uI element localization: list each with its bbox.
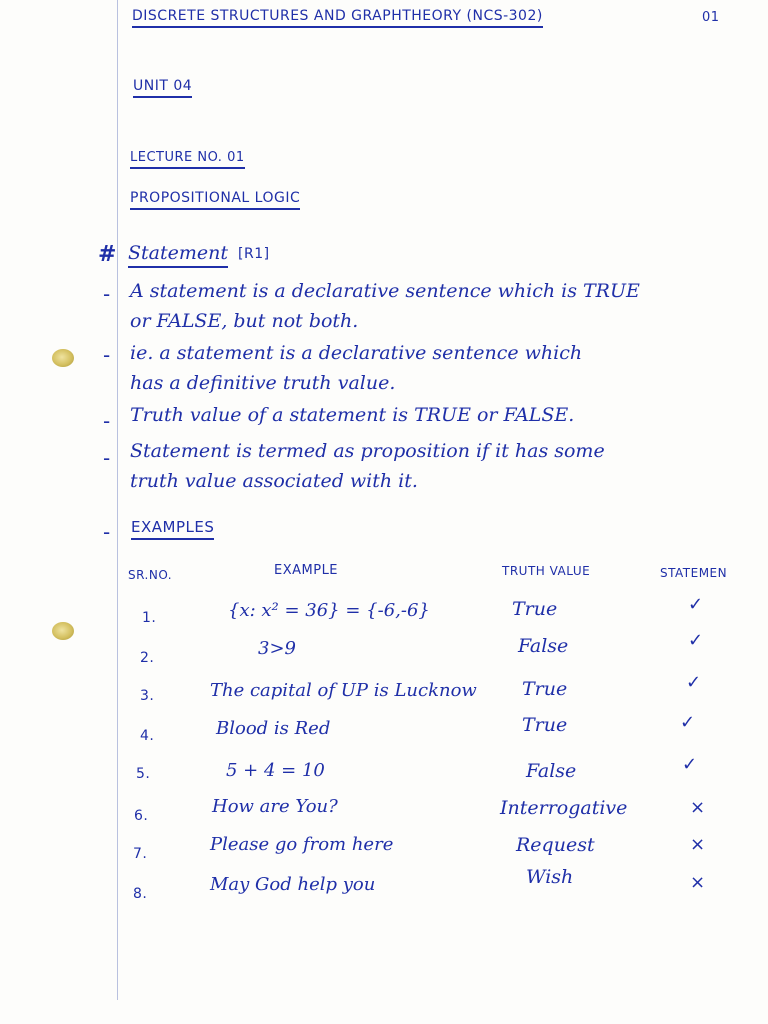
bullet-dash: - xyxy=(103,520,111,544)
col-header-example: EXAMPLE xyxy=(274,563,339,578)
point-1-line-1: A statement is a declarative sentence which is TRUE xyxy=(130,280,640,302)
row-4-sr: 4. xyxy=(140,728,155,744)
bullet-dash: - xyxy=(103,409,111,433)
bullet-dash: - xyxy=(103,343,111,367)
row-2-check-icon: ✓ xyxy=(688,630,704,651)
row-2-sr: 2. xyxy=(140,650,155,666)
bullet-dash: - xyxy=(103,446,111,470)
point-1-line-2: or FALSE, but not both. xyxy=(130,310,359,332)
row-5-check-icon: ✓ xyxy=(682,754,698,775)
row-2-truth: False xyxy=(518,635,569,657)
point-2-line-2: has a definitive truth value. xyxy=(130,372,396,394)
row-7-truth: Request xyxy=(516,834,595,856)
row-4-truth: True xyxy=(522,714,568,736)
row-7-example: Please go from here xyxy=(210,834,394,855)
margin-line xyxy=(117,0,118,1000)
col-header-truth-value: TRUTH VALUE xyxy=(502,564,591,578)
row-5-sr: 5. xyxy=(136,766,151,782)
statement-heading: Statement xyxy=(128,242,228,268)
punch-hole xyxy=(52,622,74,640)
row-7-cross-icon: × xyxy=(690,834,706,855)
row-6-sr: 6. xyxy=(134,808,149,824)
row-6-cross-icon: × xyxy=(690,797,706,818)
row-1-example: {x: x² = 36} = {-6,-6} xyxy=(228,600,430,621)
row-4-example: Blood is Red xyxy=(216,718,331,739)
examples-heading: EXAMPLES xyxy=(131,518,214,540)
point-4-line-1: Statement is termed as proposition if it has some xyxy=(130,440,605,462)
row-3-check-icon: ✓ xyxy=(686,672,702,693)
row-6-truth: Interrogative xyxy=(500,797,628,819)
row-1-truth: True xyxy=(512,598,558,620)
row-4-check-icon: ✓ xyxy=(680,712,696,733)
point-4-line-2: truth value associated with it. xyxy=(130,470,418,492)
course-title: DISCRETE STRUCTURES AND GRAPHTHEORY (NCS-302) xyxy=(132,8,543,28)
row-2-example: 3>9 xyxy=(258,638,296,659)
row-1-sr: 1. xyxy=(142,610,157,626)
punch-hole xyxy=(52,349,74,367)
statement-ref: [R1] xyxy=(238,246,270,262)
row-8-cross-icon: × xyxy=(690,872,706,893)
row-5-truth: False xyxy=(526,760,577,782)
hash-marker: # xyxy=(98,242,117,267)
row-3-truth: True xyxy=(522,678,568,700)
row-1-check-icon: ✓ xyxy=(688,594,704,615)
lecture-label: LECTURE NO. 01 xyxy=(130,150,245,169)
bullet-dash: - xyxy=(103,282,111,306)
row-7-sr: 7. xyxy=(133,846,148,862)
topic-title: PROPOSITIONAL LOGIC xyxy=(130,190,300,210)
row-8-sr: 8. xyxy=(133,886,148,902)
unit-label: UNIT 04 xyxy=(133,78,192,98)
col-header-srno: SR.NO. xyxy=(128,568,173,582)
row-3-example: The capital of UP is Lucknow xyxy=(210,680,477,701)
col-header-statement: STATEMEN xyxy=(660,566,728,580)
point-3-line-1: Truth value of a statement is TRUE or FALSE. xyxy=(130,404,575,426)
row-5-example: 5 + 4 = 10 xyxy=(226,760,325,781)
row-8-example: May God help you xyxy=(210,874,376,895)
page-number: 01 xyxy=(702,10,720,25)
row-6-example: How are You? xyxy=(212,796,338,817)
point-2-line-1: ie. a statement is a declarative sentence which xyxy=(130,342,583,364)
row-3-sr: 3. xyxy=(140,688,155,704)
row-8-truth: Wish xyxy=(526,866,574,888)
